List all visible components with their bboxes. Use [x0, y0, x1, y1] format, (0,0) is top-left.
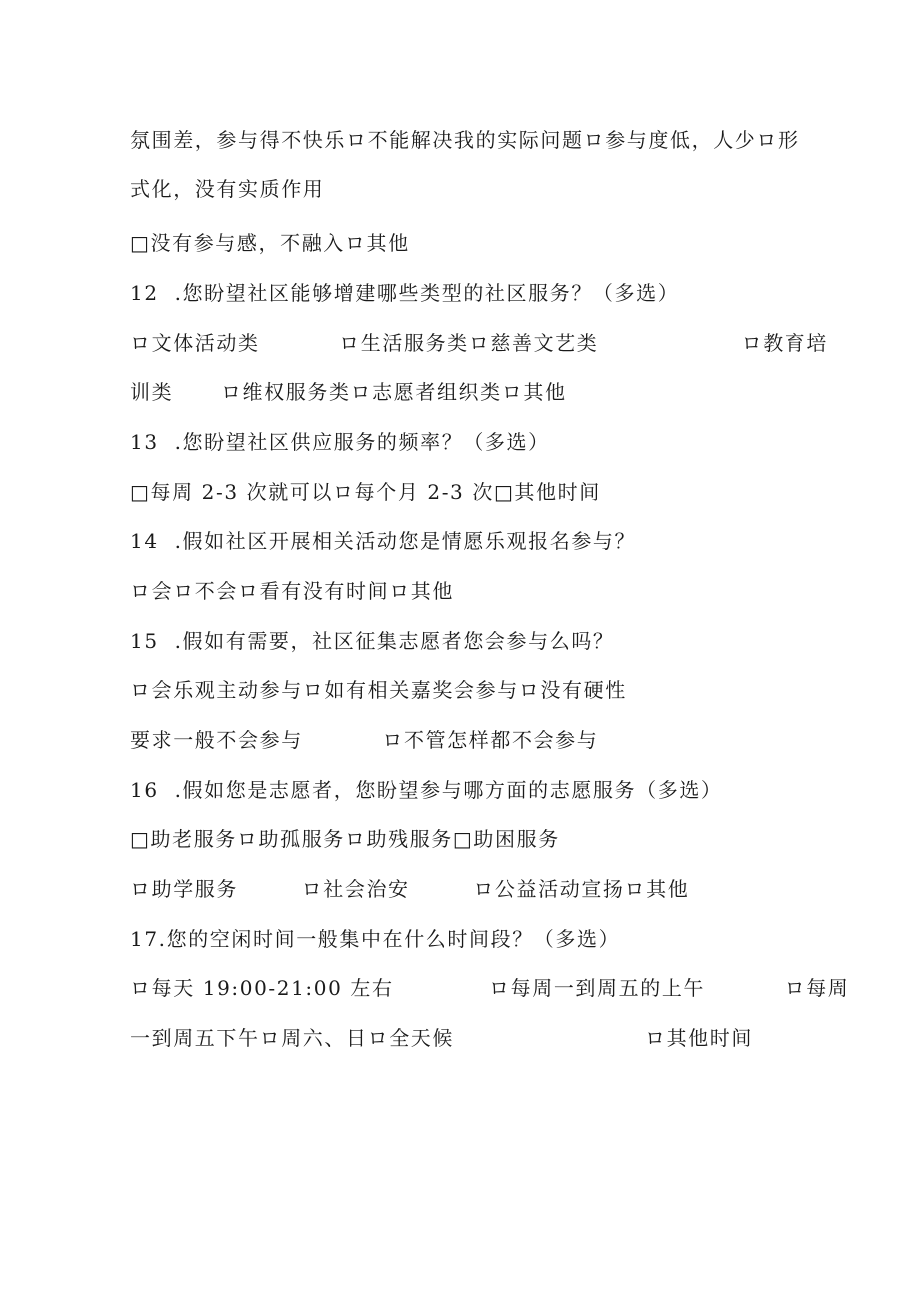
survey-option-line: 一到周五下午ロ周六、日ロ全天候 ロ其他时间	[130, 1026, 753, 1050]
survey-question-15: 15 .假如有需要，社区征集志愿者您会参与么吗？	[130, 629, 615, 653]
survey-option-line: ロ每天 19:00-21:00 左右 ロ每周一到周五的上午 ロ每周	[130, 976, 850, 1000]
survey-question-17: 17.您的空闲时间一般集中在什么时间段？（多选）	[130, 927, 621, 951]
survey-question-12: 12 .您盼望社区能够增建哪些类型的社区服务？（多选）	[130, 281, 680, 305]
survey-option-line: 要求一般不会参与 ロ不管怎样都不会参与	[130, 728, 599, 752]
survey-question-13: 13 .您盼望社区供应服务的频率？（多选）	[130, 430, 550, 454]
survey-option-line: ロ会ロ不会ロ看有没有时间ロ其他	[130, 579, 454, 603]
survey-question-16: 16 .假如您是志愿者，您盼望参与哪方面的志愿服务（多选）	[130, 778, 723, 802]
survey-option-line: □每周 2-3 次就可以ロ每个月 2-3 次□其他时间	[130, 480, 601, 504]
survey-option-line: ロ文体活动类 ロ生活服务类ロ慈善文艺类 ロ教育培	[130, 331, 829, 355]
survey-option-line: □助老服务ロ助孤服务ロ助残服务□助困服务	[130, 827, 560, 851]
survey-option-line: 氛围差，参与得不快乐ロ不能解决我的实际问题ロ参与度低，人少ロ形	[130, 128, 800, 152]
survey-option-line: 式化，没有实质作用	[130, 177, 325, 201]
survey-question-14: 14 .假如社区开展相关活动您是情愿乐观报名参与？	[130, 529, 637, 553]
survey-option-line: □没有参与感，不融入ロ其他	[130, 231, 410, 255]
survey-option-line: ロ助学服务 ロ社会治安 ロ公益活动宣扬ロ其他	[130, 877, 690, 901]
survey-option-line: ロ会乐观主动参与ロ如有相关嘉奖会参与ロ没有硬性	[130, 678, 627, 702]
survey-option-line: 训类 ロ维权服务类ロ志愿者组织类ロ其他	[130, 380, 567, 404]
